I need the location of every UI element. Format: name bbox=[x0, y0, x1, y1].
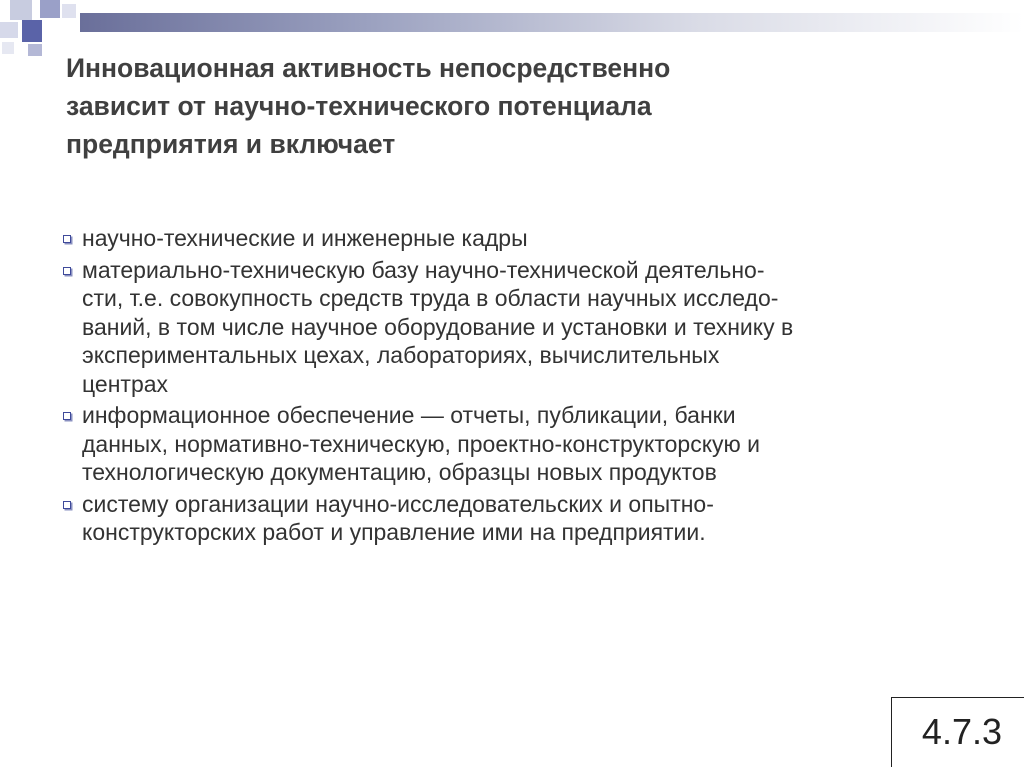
bullet-item bbox=[62, 256, 992, 399]
decorative-square bbox=[40, 0, 60, 18]
slide-number-box bbox=[891, 697, 1024, 767]
bullet-item bbox=[62, 401, 992, 487]
title-line: зависит от научно-технического потенциала bbox=[66, 91, 652, 121]
hollow-square-icon bbox=[63, 501, 71, 509]
hollow-square-icon bbox=[63, 412, 71, 420]
bullet-line: технологическую документацию, образцы новых продуктов bbox=[82, 459, 717, 485]
hollow-square-icon bbox=[63, 267, 71, 275]
bullet-list bbox=[62, 224, 992, 550]
hollow-square-icon bbox=[63, 235, 71, 243]
bullet-line: центрах bbox=[82, 370, 169, 397]
bullet-line: сти, т.е. совокупность средств труда в области научных исследо- bbox=[82, 285, 779, 311]
bullet-line: систему организации научно-исследовательских и опытно- bbox=[82, 490, 714, 517]
bullet-line: ваний, в том числе научное оборудование и установки и технику в bbox=[82, 313, 794, 340]
bullet-line: материально-техническую базу научно-технической деятельно- bbox=[82, 256, 765, 283]
bullet-line: конструкторских работ и управление ими на предприятии. bbox=[82, 519, 706, 545]
slide-number: 4.7.3 bbox=[921, 711, 1002, 752]
bullet-line: научно-технические и инженерные кадры bbox=[82, 225, 528, 251]
bullet-item bbox=[62, 224, 992, 253]
bullet-line: экспериментальных цехах, лабораториях, вычислительных bbox=[82, 342, 720, 368]
title-line: предприятия и включает bbox=[66, 129, 396, 159]
bullet-line: данных, нормативно-техническую, проектно-конструкторскую и bbox=[82, 430, 761, 457]
decorative-square bbox=[0, 22, 18, 38]
decorative-square bbox=[22, 20, 42, 42]
decorative-square bbox=[10, 0, 32, 20]
decorative-square bbox=[62, 4, 76, 18]
slide-title bbox=[66, 49, 966, 163]
bullet-line: информационное обеспечение — отчеты, публикации, банки bbox=[82, 402, 736, 428]
bullet-item bbox=[62, 490, 992, 547]
decorative-square bbox=[28, 44, 42, 56]
decorative-square bbox=[2, 42, 14, 54]
header-gradient-bar bbox=[80, 13, 1024, 32]
title-line: Инновационная активность непосредственно bbox=[66, 53, 671, 83]
